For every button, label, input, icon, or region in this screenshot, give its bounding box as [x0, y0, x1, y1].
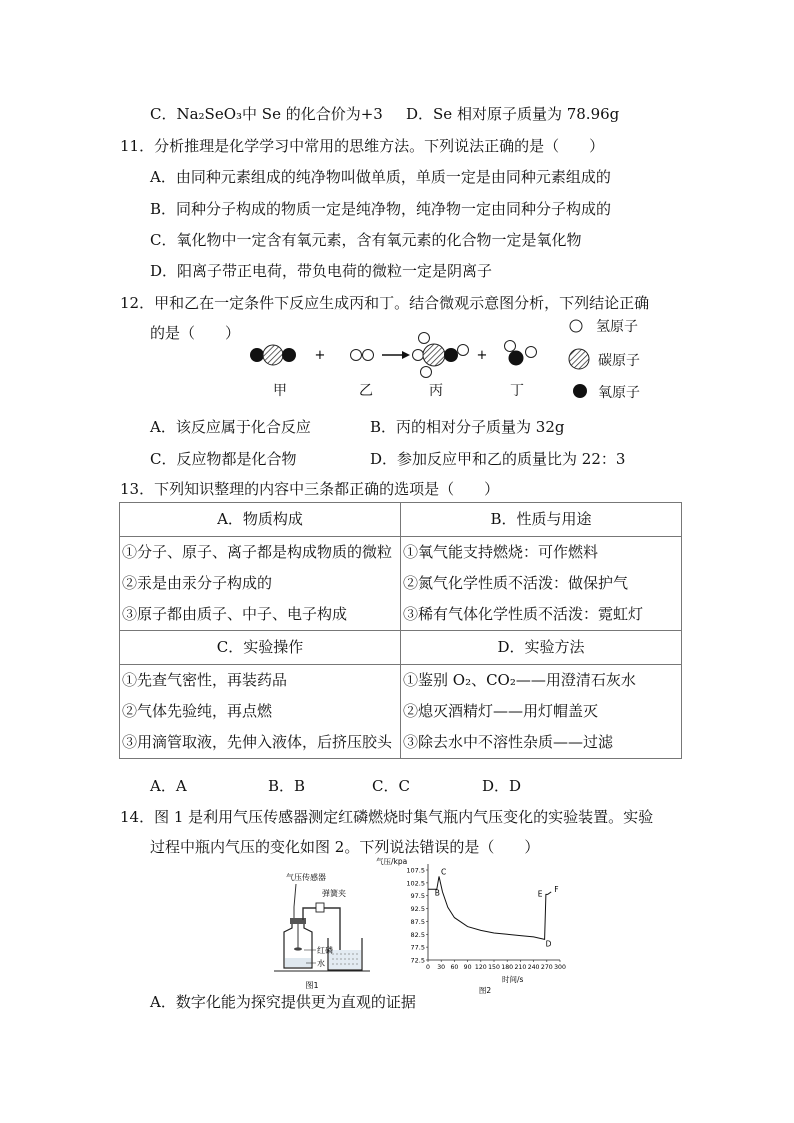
q13-choice-d: D．D — [482, 777, 522, 795]
x-tick-label: 210 — [514, 964, 527, 971]
point-label-B: B — [434, 888, 440, 898]
point-label-F: F — [554, 884, 559, 894]
x-tick-label: 90 — [463, 964, 472, 971]
plus-sign-1: + — [314, 348, 326, 363]
molecule-bing-ch3oh — [413, 333, 469, 378]
table-item: ③用滴管取液，先伸入液体，后挤压胶头 — [122, 733, 393, 751]
q14-stem-line2: 过程中瓶内气压的变化如图 2。下列说法错误的是（ ） — [150, 838, 540, 856]
q12-option-c: C．反应物都是化合物 — [150, 450, 297, 468]
q12-stem-line2: 的是（ ） — [150, 324, 241, 342]
carbon-legend-icon — [569, 349, 589, 369]
table-item: ②熄灭酒精灯——用灯帽盖灭 — [403, 702, 599, 720]
table-item: ①先查气密性，再装药品 — [122, 671, 288, 689]
q10-option-c: C．Na₂SeO₃中 Se 的化合价为+3 — [150, 105, 383, 123]
oxygen-atom — [250, 348, 264, 362]
q11-option-c: C．氧化物中一定含有氧元素，含有氧元素的化合物一定是氧化物 — [150, 231, 582, 249]
x-tick-label: 60 — [450, 964, 459, 971]
point-label-C: C — [441, 867, 447, 877]
table-head-b: B．性质与用途 — [401, 503, 682, 537]
q13-choice-c: C．C — [372, 777, 410, 795]
chart-caption: 图2 — [478, 986, 492, 995]
legend-hydrogen-label: 氢原子 — [596, 319, 638, 335]
sensor-label: 气压传感器 — [286, 873, 326, 882]
table-cell-b — [401, 537, 682, 631]
hydrogen-legend-icon — [570, 320, 582, 332]
table-cell-c — [120, 665, 401, 759]
table-cell-d — [401, 665, 682, 759]
pressure-line — [428, 876, 551, 939]
table-head-a: A．物质构成 — [120, 503, 401, 537]
x-tick-label: 240 — [527, 964, 540, 971]
table-item: ③原子都由质子、中子、电子构成 — [122, 605, 348, 623]
q14-stem-line1: 14．图 1 是利用气压传感器测定红磷燃烧时集气瓶内气压变化的实验装置。实验 — [120, 808, 654, 826]
table-item: ①鉴别 O₂、CO₂——用澄清石灰水 — [403, 671, 636, 689]
q14-option-a: A．数字化能为探究提供更为直观的证据 — [150, 993, 416, 1011]
molecule-yi-h2 — [351, 350, 374, 361]
figure1-caption: 图1 — [305, 981, 319, 990]
table-item: ①氧气能支持燃烧：可作燃料 — [403, 543, 599, 561]
clamp-icon — [316, 903, 324, 912]
chart-ylabel: 气压/kpa — [376, 857, 408, 866]
x-tick-label: 0 — [426, 964, 430, 971]
label-ding: 丁 — [510, 383, 524, 399]
label-bing: 丙 — [429, 383, 443, 399]
apparatus-figure — [270, 862, 380, 992]
knowledge-table — [119, 502, 682, 759]
y-tick-label: 97.5 — [410, 892, 425, 901]
pressure-chart — [374, 856, 570, 996]
q11-stem: 11．分析推理是化学学习中常用的思维方法。下列说法正确的是（ ） — [120, 137, 605, 155]
x-tick-label: 120 — [474, 964, 487, 971]
table-head-d: D．实验方法 — [401, 631, 682, 665]
q13-choice-a: A．A — [150, 777, 187, 795]
x-tick-label: 270 — [540, 964, 553, 971]
phosphorus-label: 红磷 — [317, 946, 333, 955]
y-tick-label: 102.5 — [406, 879, 425, 888]
table-item: ②氮气化学性质不活泼：做保护气 — [403, 574, 629, 592]
table-item: ③除去水中不溶性杂质——过滤 — [403, 733, 614, 751]
q11-option-a: A．由同种元素组成的纯净物叫做单质，单质一定是由同种元素组成的 — [150, 168, 611, 186]
label-jia: 甲 — [273, 383, 287, 399]
molecule-ding-h2o — [505, 341, 537, 366]
point-label-D: D — [545, 939, 552, 949]
y-tick-label: 82.5 — [410, 930, 425, 939]
table-head-c: C．实验操作 — [120, 631, 401, 665]
y-tick-label: 72.5 — [410, 956, 425, 965]
molecule-jia-co2 — [250, 345, 296, 365]
legend-carbon-label: 碳原子 — [598, 353, 640, 369]
x-tick-label: 300 — [554, 964, 566, 971]
table-item: ①分子、原子、离子都是构成物质的微粒 — [122, 543, 393, 561]
carbon-atom — [263, 345, 283, 365]
x-tick-label: 180 — [501, 964, 514, 971]
y-tick-label: 107.5 — [406, 866, 425, 875]
y-tick-label: 87.5 — [410, 917, 425, 926]
q13-choice-b: B．B — [268, 777, 306, 795]
clamp-label: 弹簧夹 — [322, 889, 346, 898]
q12-option-b: B．丙的相对分子质量为 32g — [370, 418, 565, 436]
q11-option-d: D．阳离子带正电荷，带负电荷的微粒一定是阴离子 — [150, 262, 493, 280]
table-item: ②气体先验纯，再点燃 — [122, 702, 273, 720]
q11-option-b: B．同种分子构成的物质一定是纯净物，纯净物一定由同种分子构成的 — [150, 200, 612, 218]
table-cell-a — [120, 537, 401, 631]
q12-option-d: D．参加反应甲和乙的质量比为 22：3 — [370, 450, 626, 468]
legend-oxygen-label: 氧原子 — [598, 385, 640, 401]
q12-stem-line1: 12．甲和乙在一定条件下反应生成丙和丁。结合微观示意图分析，下列结论正确 — [120, 294, 650, 312]
oxygen-legend-icon — [573, 384, 587, 398]
point-label-E: E — [537, 889, 543, 899]
y-tick-label: 92.5 — [410, 905, 425, 914]
chart-xlabel: 时间/s — [502, 975, 524, 984]
q13-stem: 13．下列知识整理的内容中三条都正确的选项是（ ） — [120, 480, 500, 498]
q10-option-d: D．Se 相对原子质量为 78.96g — [406, 105, 620, 123]
plus-sign-2: + — [476, 348, 488, 363]
reaction-arrow-icon — [382, 351, 410, 359]
y-tick-label: 77.5 — [410, 943, 425, 952]
water-label: 水 — [317, 959, 325, 968]
x-tick-label: 30 — [437, 964, 446, 971]
table-item: ②汞是由汞分子构成的 — [122, 574, 273, 592]
label-yi: 乙 — [359, 383, 373, 399]
q12-option-a: A．该反应属于化合反应 — [150, 418, 311, 436]
table-item: ③稀有气体化学性质不活泼：霓虹灯 — [403, 605, 644, 623]
oxygen-atom — [282, 348, 296, 362]
x-tick-label: 150 — [488, 964, 500, 971]
